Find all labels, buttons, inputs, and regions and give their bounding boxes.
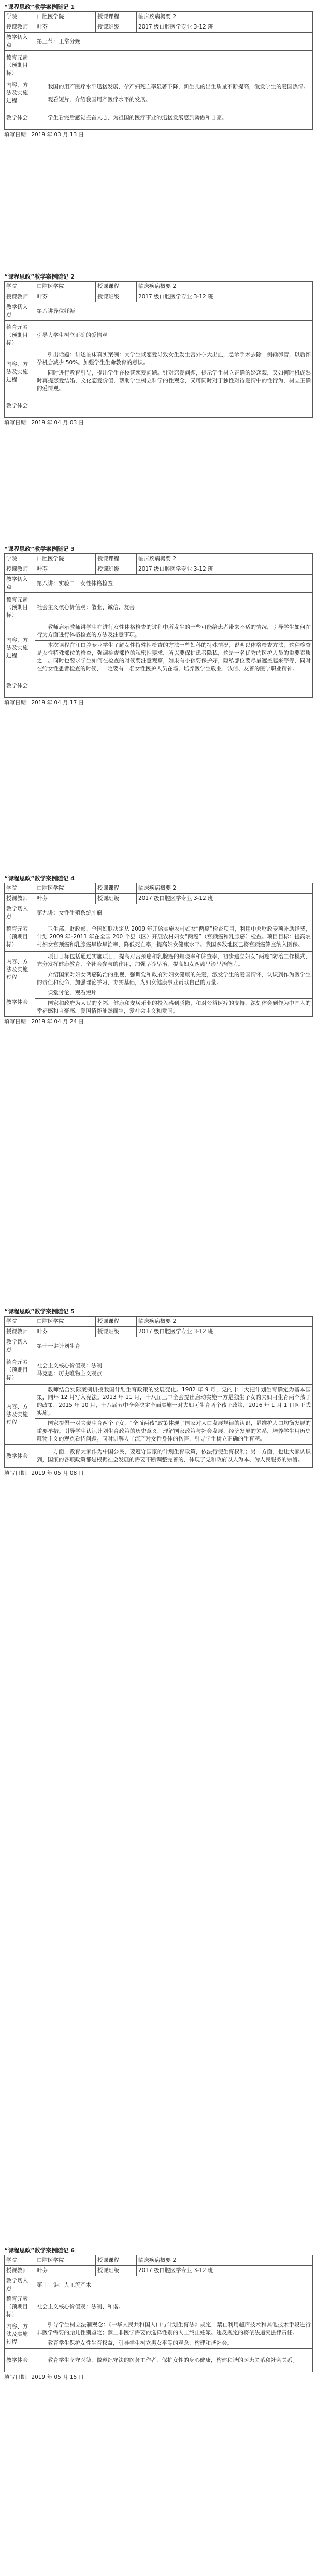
record-table — [4, 281, 313, 418]
goal-value: 社会主义核心价值观：法制、和谐。 — [35, 2294, 313, 2320]
course-label: 授课课程 — [96, 554, 137, 564]
content-label: 教学切入点 — [5, 904, 35, 922]
course-label: 授课课程 — [96, 282, 137, 292]
feel-label: 教学体会 — [5, 394, 35, 418]
school-label: 学院 — [5, 282, 35, 292]
case-record-3 — [0, 542, 317, 707]
class-label: 授课班级 — [96, 22, 137, 33]
record-title: “课程思政”教学案例随记 1 — [4, 4, 75, 10]
class-value: 2017 级口腔医学专业 3-12 班 — [137, 564, 313, 575]
school-value: 口腔医学院 — [35, 1317, 96, 1327]
teacher-label: 授课教师 — [5, 292, 35, 302]
content-label: 教学切入点 — [5, 1337, 35, 1355]
feel-value: 课堂讨论，观看短片 — [35, 988, 313, 999]
method-value-2: 介绍国家对妇女两癌防治的重视，强调党和政府对妇女健康的关爱，激发学生的爱国情怀，认识到作为医学生的责任和使命，加强理论学习，夯实基础，为妇女健康事业贡献自己的力量。 — [35, 970, 313, 988]
record-title: “课程思政”教学案例随记 3 — [4, 546, 75, 552]
school-label: 学院 — [5, 12, 35, 22]
teacher-value: 叶芬 — [35, 292, 96, 302]
content-value: 第十一讲计划生育 — [35, 1337, 313, 1355]
class-value: 2017 级口腔医学专业 3-12 班 — [137, 22, 313, 33]
feel-value — [35, 674, 313, 698]
class-value: 2017 级口腔医学专业 3-12 班 — [137, 1327, 313, 1337]
method-label: 内容、方法及实施过程 — [5, 622, 35, 674]
feel-value — [35, 394, 313, 418]
method-value: 引出话题：讲述临床真实案例：大学生谈恋爱导致女生发生宫外孕大出血，急诊手术去除一侧输卵管，以后怀孕机会减少 50%。加强学生生命教育的意识。 — [35, 350, 313, 368]
record-title: “课程思政”教学案例随记 5 — [4, 1308, 75, 1315]
goal-value: 社会主义核心价值观：法制 马克思：历史唯物主义观点 — [35, 1355, 313, 1385]
feel-value: 学生看完后感觉振奋人心，为祖国的医疗事业的迅猛发展感到骄傲和自豪。 — [35, 106, 313, 130]
content-label: 教学切入点 — [5, 33, 35, 51]
method-label: 内容、方法及实施过程 — [5, 952, 35, 988]
goal-value: 引导大学生树立正确的爱情观 — [35, 321, 313, 350]
goal-value: 社会主义核心价值观：敬业、诚信、友善 — [35, 593, 313, 622]
method-label: 内容、方法及实施过程 — [5, 2320, 35, 2349]
school-value: 口腔医学院 — [35, 282, 96, 292]
course-value: 临床疾病概要 2 — [137, 554, 313, 564]
case-record-4 — [0, 871, 317, 1026]
content-value: 第十一讲：人工流产术 — [35, 2276, 313, 2294]
feel-label: 教学体会 — [5, 674, 35, 698]
class-value: 2017 级口腔医学专业 3-12 班 — [137, 292, 313, 302]
school-label: 学院 — [5, 2255, 35, 2266]
record-table — [4, 2255, 313, 2372]
teacher-value: 叶芬 — [35, 894, 96, 904]
class-value: 2017 级口腔医学专业 3-12 班 — [137, 2266, 313, 2276]
content-label: 教学切入点 — [5, 2276, 35, 2294]
fill-date: 填写日期：2019 年 04 月 24 日 — [4, 1019, 84, 1025]
goal-label: 德育元素（预期目标） — [5, 51, 35, 80]
goal-label: 德育元素（预期目标） — [5, 922, 35, 952]
teacher-value: 叶芬 — [35, 2266, 96, 2276]
feel-value: 教育学生坚守医德，做遵纪守法的医务工作者，保护女性的身心健康，构建和谐的医患关系和社会关系。 — [35, 2349, 313, 2372]
record-table — [4, 553, 313, 698]
course-value: 临床疾病概要 2 — [137, 282, 313, 292]
course-label: 授课课程 — [96, 1317, 137, 1327]
course-value: 临床疾病概要 2 — [137, 12, 313, 22]
course-label: 授课课程 — [96, 2255, 137, 2266]
record-title: “课程思政”教学案例随记 4 — [4, 875, 75, 882]
fill-date: 填写日期：2019 年 05 月 15 日 — [4, 2374, 84, 2380]
class-value: 2017 级口腔医学专业 3-12 班 — [137, 894, 313, 904]
fill-date: 填写日期：2019 年 04 月 17 日 — [4, 700, 84, 706]
course-label: 授课课程 — [96, 12, 137, 22]
school-value: 口腔医学院 — [35, 12, 96, 22]
method-value: 教师结合实际案例讲授我国计划生育政策的发展变化。1982 年 9 月，党的十二大把计划生育确定为基本国策，同年 12 月写入宪法。2013 年 11 月，十八届三中全会提出启动实施一方是独生子女的夫妇可生育两个孩子的政策，2015 年 10 月，十八届五中全会决定全面实施一对夫妇可生育两个孩子政策，2016 年 1 月 1 日起正式实施。 — [35, 1385, 313, 1419]
teacher-value: 叶芬 — [35, 1327, 96, 1337]
class-label: 授课班级 — [96, 894, 137, 904]
method-label: 内容、方法及实施过程 — [5, 1385, 35, 1445]
content-value: 第八讲异位妊娠 — [35, 302, 313, 321]
school-label: 学院 — [5, 554, 35, 564]
record-table — [4, 1316, 313, 1468]
teacher-label: 授课教师 — [5, 22, 35, 33]
fill-date: 填写日期：2019 年 04 月 03 日 — [4, 420, 84, 426]
content-value: 第三节：正常分娩 — [35, 33, 313, 51]
feel-value: 一方面，教育大家作为中国公民，要遵守国家的计划生育政策，依法行使生育权利；另一方面，也让大家认识到，国家的各项政策都是根据社会发展的需要不断调整完善的，体现了党和政府以人为本、为人民服务的宗旨。 — [35, 1445, 313, 1468]
method-value-2: 国家提倡一对夫妻生育两个子女，“全面两孩”政策体现了国家对人口发展规律的认识，是维护人口均衡发展的重要举措。引导学生认识计划生育政策的历史意义，理解国家政策与社会发展、经济发展的关系，培养学生用历史唯物主义的观点看待问题。同时讲解人工流产对女性身体的伤害，引导学生树立正确的生育观。 — [35, 1419, 313, 1445]
fill-date: 填写日期：2019 年 03 月 13 日 — [4, 132, 84, 138]
content-value: 第九讲：女性生殖系统肿瘤 — [35, 904, 313, 922]
goal-value: 卫生部、财政部、全国妇联决定从 2009 年开始实施农村妇女“两癌”检查项目，利用中央财政专项补助经费，计划 2009 年–2011 年在全国 200 个县（区）开展农村妇女“两癌”（宫颈癌和乳腺癌）检查。项目目标：提高农村妇女宫颈癌和乳腺癌早诊早治率，降低死亡率，提高妇女健康水平。我国多数地区已将宫颈癌筛查纳入医保。 — [35, 922, 313, 952]
course-label: 授课课程 — [96, 883, 137, 894]
teacher-label: 授课教师 — [5, 894, 35, 904]
method-value-2: 本次课程在江口腔专业学生了解女性特殊性检查的方法一些妇科的特殊情况，说明以体格检查方法，这种检查是女性特殊部位的检查，强调检查部位的私密性要求，所以要保护患者隐私，这是一名优秀的医护人员的重要素质之一。同时也要求学生如何在检查的时候要注意观察，如果有小孩要保护好，隐私部位要尽量遮盖起来等等，同时在给女性患者检查的时候，一定要有一名女性医护人员在场，培养医学生敬业、诚信、友善的医学职业精神。 — [35, 641, 313, 674]
class-label: 授课班级 — [96, 292, 137, 302]
feel-label: 教学体会 — [5, 106, 35, 130]
method-label: 内容、方法及实施过程 — [5, 80, 35, 106]
goal-label: 德育元素（预期目标） — [5, 2294, 35, 2320]
teacher-value: 叶芬 — [35, 564, 96, 575]
record-table — [4, 883, 313, 1017]
feel-label: 教学体会 — [5, 2349, 35, 2372]
course-value: 临床疾病概要 2 — [137, 2255, 313, 2266]
class-label: 授课班级 — [96, 2266, 137, 2276]
case-record-2 — [0, 270, 317, 427]
class-label: 授课班级 — [96, 564, 137, 575]
fill-date: 填写日期：2019 年 05 月 08 日 — [4, 1470, 84, 1476]
method-value: 教师启示教师讲学生在进行女性体格检查的过程中所发生的一些可能给患者带来不适的情况，引导学生如何在行为方面进行体格检查的方法及注意事项。 — [35, 622, 313, 641]
record-title: “课程思政”教学案例随记 2 — [4, 273, 75, 280]
teacher-label: 授课教师 — [5, 564, 35, 575]
teacher-label: 授课教师 — [5, 1327, 35, 1337]
course-value: 临床疾病概要 2 — [137, 1317, 313, 1327]
goal-label: 德育元素（预期目标） — [5, 1355, 35, 1385]
teacher-value: 叶芬 — [35, 22, 96, 33]
school-value: 口腔医学院 — [35, 883, 96, 894]
method-label: 内容、方法及实施过程 — [5, 350, 35, 394]
record-title: “课程思政”教学案例随记 6 — [4, 2247, 75, 2254]
method-value: 项目目标包括通过实施项目，提高对宫颈癌和乳腺癌的知晓率和筛查率，初步建立妇女“两癌”防治工作模式，充分发挥健康教育、全社会参与的作用，加强早诊早治，提高妇女两癌早诊早治能力。 — [35, 952, 313, 970]
method-value-2: 教育学生保护女性生育权益，引导学生树立男女平等的观念，构建和谐社会。 — [35, 2338, 313, 2349]
goal-label: 德育元素（预期目标） — [5, 321, 35, 350]
course-value: 临床疾病概要 2 — [137, 883, 313, 894]
content-label: 教学切入点 — [5, 302, 35, 321]
feel-label: 教学体会 — [5, 988, 35, 1017]
class-label: 授课班级 — [96, 1327, 137, 1337]
feel-value-2: 国家和政府为人民的幸福、健康和安居乐业的投入感到骄傲，和对公益医疗的支持，深刻体会到作为中国人的幸福感和自豪感，爱国情怀油然而生，爱社会主义和爱国。 — [35, 999, 313, 1017]
school-value: 口腔医学院 — [35, 2255, 96, 2266]
feel-label: 教学体会 — [5, 1445, 35, 1468]
method-value-2: 观看短片，介绍我国用产医疗水平的发展。 — [35, 93, 313, 106]
content-value: 第八讲：实验二 女性体格检查 — [35, 575, 313, 593]
record-table — [4, 11, 313, 130]
case-record-6 — [0, 2243, 317, 2381]
goal-label: 德育元素（预期目标） — [5, 593, 35, 622]
case-record-1 — [0, 0, 317, 139]
method-value: 引导学生树立法制观念：《中华人民共和国人口与计划生育法》规定，禁止利用超声技术和其他技术手段进行非医学需要的胎儿性别鉴定；禁止非医学需要的选择性别的人工终止妊娠。违反规定的将依法追究法律责任。 — [35, 2320, 313, 2338]
teacher-label: 授课教师 — [5, 2266, 35, 2276]
content-label: 教学切入点 — [5, 575, 35, 593]
school-value: 口腔医学院 — [35, 554, 96, 564]
goal-value — [35, 51, 313, 80]
school-label: 学院 — [5, 883, 35, 894]
school-label: 学院 — [5, 1317, 35, 1327]
case-record-5 — [0, 1305, 317, 1477]
method-value-2: 同时进行教育引导，提出学生在校谈恋爱问题。针对恋爱问题，提示学生树立正确的婚恋观，又如何时机成熟时再提恋爱结婚，文化恋爱价值，帮助学生树立科学的性观念，又可同时对于独性对待爱情中的性行为，树立正确的爱情观。 — [35, 368, 313, 394]
method-value: 我国的用产医疗水平迅猛发展，孕产妇死亡率显著下降，新生儿的出生质量不断提高，激发学生的爱国热情。 — [35, 80, 313, 93]
